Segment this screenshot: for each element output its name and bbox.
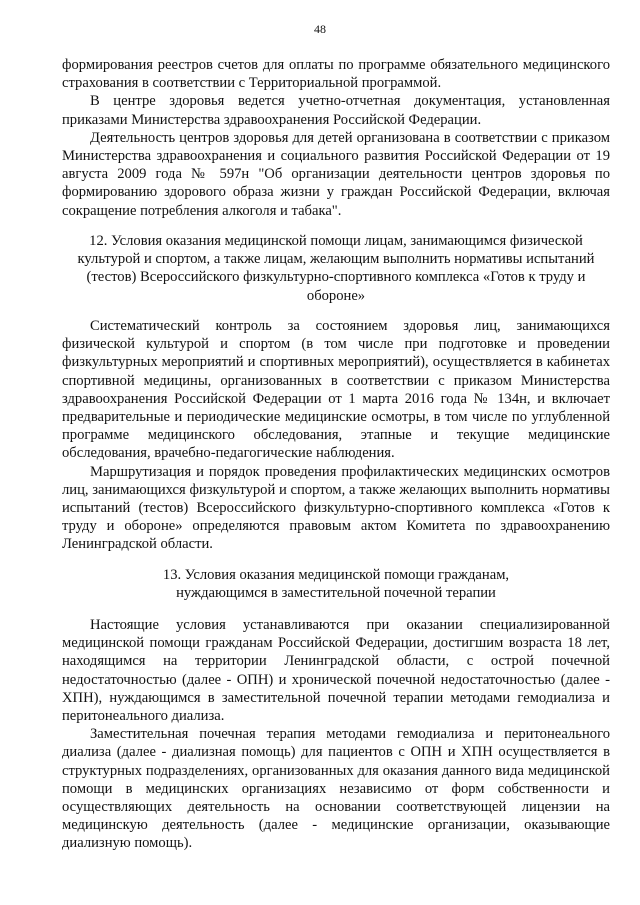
paragraph: Маршрутизация и порядок проведения профилактических медицинских осмотров лиц, занимающихся физкультурой и спортом, а также желающих выполнить нормативы испытаний (тестов) Всероссийского физкультурно-спортивного комплекса «Готов к труду и обороне» определяются правовым актом Комитета по здравоохранению Ленинградской области. xyxy=(62,463,610,553)
paragraph: Заместительная почечная терапия методами гемодиализа и перитонеального диализа (далее - диализная помощь) для пациентов с ОПН и ХПН осуществляется в структурных подразделениях, организованных для оказания данного вида медицинской помощи в медицинских организациях независимо от форм собственности и осуществляющих деятельность на основании соответствующей лицензии на медицинскую деятельность (далее - медицинские организации, оказывающие диализную помощь). xyxy=(62,726,610,852)
page-number: 48 xyxy=(314,22,326,36)
section-13-body xyxy=(62,616,610,853)
section-12-body xyxy=(62,317,610,554)
section-12-heading: 12. Условия оказания медицинской помощи лицам, занимающимся физической культурой и спортом, а также лицам, желающим выполнить нормативы испытаний (тестов) Всероссийского физкультурно-спортивного комплекса «Готов к труду и обороне» xyxy=(77,233,595,304)
section-13-heading xyxy=(62,566,610,602)
section-13-heading-line1: 13. Условия оказания медицинской помощи гражданам, xyxy=(162,567,510,583)
paragraph: Деятельность центров здоровья для детей организована в соответствии с приказом Министерства здравоохранения и социального развития Российской Федерации от 19 августа 2009 года № 597н "Об организации деятельности центров здоровья по формированию здорового образа жизни у граждан Российской Федерации, включая сокращение потребления алкоголя и табака". xyxy=(62,129,610,219)
paragraph: формирования реестров счетов для оплаты по программе обязательного медицинского страхования в соответствии с Территориальной программой. xyxy=(62,57,610,92)
paragraph: В центре здоровья ведется учетно-отчетная документация, установленная приказами Министерства здравоохранения Российской Федерации. xyxy=(62,93,610,128)
paragraph: Настоящие условия устанавливаются при оказании специализированной медицинской помощи гражданам Российской Федерации, достигшим возраста 18 лет, находящимся на территории Ленинградской области, с острой почечной недостаточностью (далее - ОПН) и хронической почечной недостаточностью (далее - ХПН), нуждающимся в заместительной почечной терапии методами гемодиализа и перитонеального диализа. xyxy=(62,617,610,725)
intro-text-block xyxy=(62,56,610,220)
section-13-heading-line2: нуждающимся в заместительной почечной терапии xyxy=(176,585,496,602)
paragraph: Систематический контроль за состоянием здоровья лиц, занимающихся физической культурой и спортом (в том числе при подготовке и проведении физкультурных мероприятий и спортивных мероприятий), осуществляется в кабинетах спортивной медицины, организованных в соответствии с приказом Министерства здравоохранения Российской Федерации от 1 марта 2016 года № 134н, и включает предварительные и периодические медицинские осмотры, в том числе по углубленной программе медицинского обследования, этапные и текущие медицинские обследования, врачебно-педагогические наблюдения. xyxy=(62,318,610,462)
